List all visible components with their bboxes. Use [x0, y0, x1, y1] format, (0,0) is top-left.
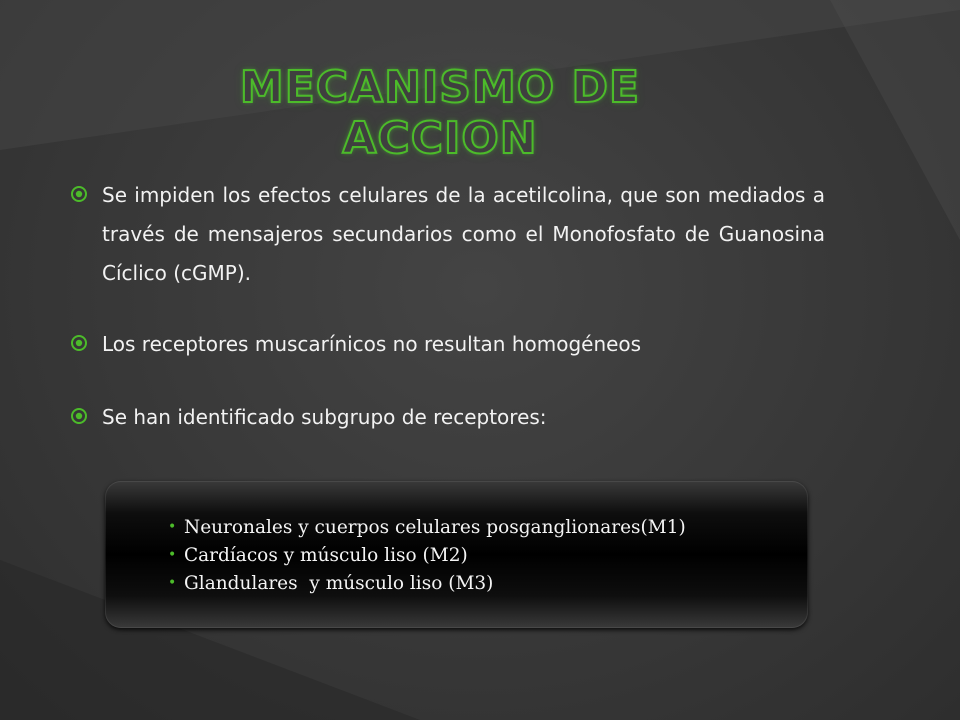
bullet-text: Se impiden los efectos celulares de la acetilcolina, que son mediados a través de mensajeros secundarios como el Monofosfato de Guanosina Cíclico (cGMP).	[102, 183, 825, 285]
subgroup-item	[168, 513, 686, 541]
bullet-text: Se han identificado subgrupo de receptores:	[102, 405, 547, 429]
bullet-text: Los receptores muscarínicos no resultan homogéneos	[102, 332, 642, 356]
subgroup-text: Glandulares y músculo liso (M3)	[184, 572, 494, 594]
subgroup-list	[168, 513, 686, 597]
subgroup-item	[168, 541, 686, 569]
bullet-dot-icon: •	[168, 575, 177, 591]
bullet-item	[70, 176, 825, 293]
subgroup-text: Neuronales y cuerpos celulares posganglionares(M1)	[184, 516, 686, 538]
circled-dot-icon	[70, 176, 102, 212]
subgroup-text: Cardíacos y músculo liso (M2)	[184, 544, 468, 566]
bullet-item	[70, 398, 825, 437]
bullet-dot-icon: •	[168, 519, 177, 535]
subgroup-item	[168, 569, 686, 597]
receptor-subgroup-box	[105, 481, 808, 628]
bullet-dot-icon: •	[168, 547, 177, 563]
bullet-item	[70, 325, 825, 364]
bullet-list	[70, 176, 825, 437]
circled-dot-icon	[70, 325, 102, 361]
slide-title: MECANISMO DE ACCION	[239, 62, 641, 164]
circled-dot-icon	[70, 398, 102, 434]
